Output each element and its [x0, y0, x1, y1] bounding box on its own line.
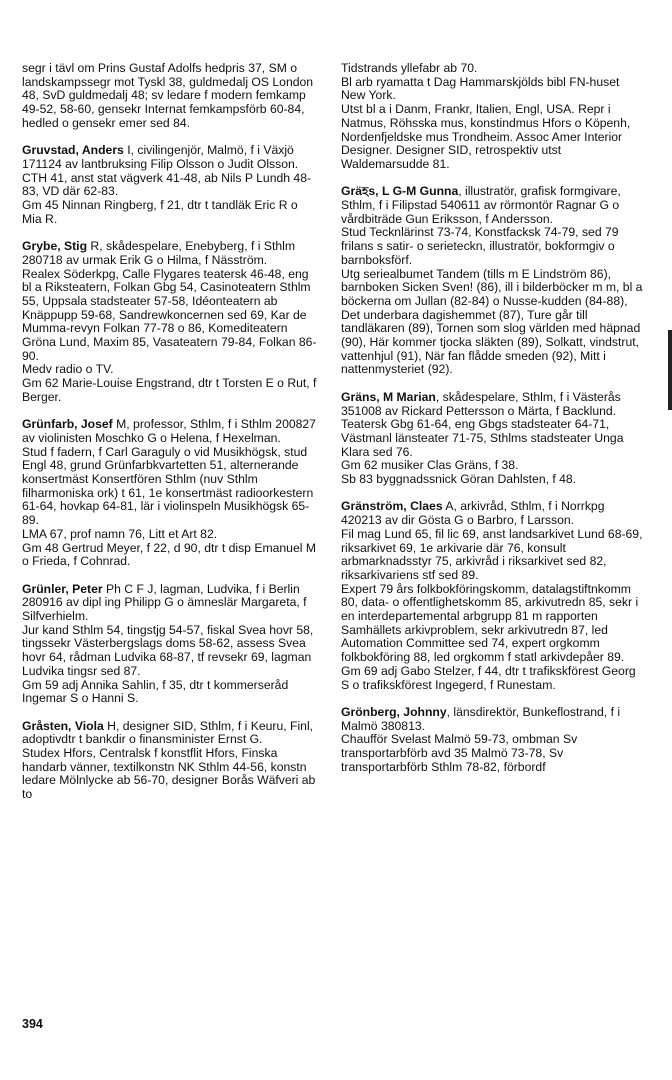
entry-paragraph: LMA 67, prof namn 76, Litt et Art 82.: [22, 526, 218, 541]
entry-gronberg: [341, 706, 645, 775]
entry-intro: R, skådespelare, Enebyberg, f i Sthlm 280718 av urmak Erik G o Hilma, f Näsström.: [22, 239, 295, 267]
entry-grahs: [341, 185, 645, 377]
entry-grunfarb: [22, 418, 320, 569]
entry-gruvstad: [22, 144, 320, 226]
entry-name: Gränström, Claes: [341, 499, 443, 514]
entry-grunler: [22, 583, 320, 706]
entry-paragraph: Gm 45 Ninnan Ringberg, f 21, dtr t tandläk Eric R o Mia R.: [22, 198, 298, 226]
entry-paragraph: Gm 62 Marie-Louise Engstrand, dtr t Torsten E o Rut, f Berger.: [22, 376, 317, 404]
entry-intro: H, designer SID, Sthlm, f i Keuru, Finl, adoptivdtr t bankdir o finansminister Ernst G.: [22, 718, 314, 747]
entry-grasten: [22, 720, 320, 802]
entry-intro: , skådespelare, Sthlm, f i Västerås 351008 av Rickard Pettersson o Märta, f Backlund.: [341, 389, 621, 418]
entry-paragraph: CTH 41, anst stat vägverk 41-48, ab Nils P Lundh 48-83, VD där 62-83.: [22, 170, 312, 199]
entry-paragraph: Stud f fadern, f Carl Garaguly o vid Musikhögsk, stud Engl 48, grund Grünfarbkvartetten 51, alternerande konsertmäst Konsertfören Sthlm (nuv Sthlm filharmoniska ork) t 61, 1e konsertmäst radioorkestern 61-64, hovkap 64-81, lär i violinspeln Musikhögsk 65-89.: [22, 444, 314, 528]
entry-grans: [341, 391, 645, 487]
entry-paragraph: Utg seriealbumet Tandem (tills m E Lindström 86), barnboken Sicken Sven! (86), ill i bilderböcker m m, bl a böckerna om Jullan (82-84) o Nusse-kudden (84-88), Det underbara dagishemmet (87), Ture går till tandläkaren (89), Tornen som slog världen med häpnad (90), Här kommer tjocka släkten (89), Solkatt, vindstrut, vattenhjul (91), När fan flådde smeden (92), Mitt i nattenmysteriet (92).: [341, 266, 643, 377]
entry-paragraph: Gm 69 adj Gabo Stelzer, f 44, dtr t trafikskförest Georg S o trafikskförest Ingegerd, f Runestam.: [341, 663, 636, 692]
entry-intro: I, civilingenjör, Malmö, f i Växjö 171124 av lantbruksing Filip Olsson o Judit Olsson.: [22, 143, 299, 171]
entry-paragraph: Sb 83 byggnadssnick Göran Dahlsten, f 48.: [341, 472, 577, 487]
entry-paragraph: Gm 59 adj Annika Sahlin, f 35, dtr t kommerseråd Ingemar S o Hanni S.: [22, 677, 289, 706]
entry-intro: , illustratör, grafisk formgivare, Sthlm, f i Filipstad 540611 av rörmontör Ragnar G o vårdbiträde Gun Eriksson, f Andersson.: [341, 184, 621, 226]
entry-name: Gräns, M Marian: [341, 389, 436, 404]
right-column: [341, 62, 645, 775]
entry-name: Grünler, Peter: [22, 581, 103, 596]
continuation-paragraph: Tidstrands yllefabr ab 70.: [341, 61, 478, 75]
entry-name: Gråsten, Viola: [22, 718, 104, 733]
entry-grybe: [22, 240, 320, 404]
continuation-paragraph: Bl arb ryamatta t Dag Hammarskjölds bibl FN-huset New York.: [341, 74, 620, 103]
entry-paragraph: Gm 48 Gertrud Meyer, f 22, d 90, dtr t disp Emanuel M o Frieda, f Cohnrad.: [22, 540, 316, 569]
page-number: 394: [22, 1017, 43, 1031]
entry-paragraph: Teatersk Gbg 61-64, eng Gbgs stadsteater 64-71, Västmanl länsteater 71-75, Sthlms stadsteater Unga Klara sed 76.: [341, 417, 624, 459]
entry-name: Gruvstad, Anders: [22, 143, 124, 158]
entry-intro: A, arkivråd, Sthlm, f i Norrkpg 420213 av dir Gösta G o Barbro, f Larsson.: [341, 499, 605, 528]
entry-paragraph: Realex Söderkpg, Calle Flygares teatersk 46-48, eng bl a Riksteatern, Folkan Gbg 54, Casinoteatern Sthlm 55, Uppsala stadsteater 57-58, Idéonteatern ab Knäppupp 59-68, Sandrewkoncernen sed 69, Kar de Mumma-revyn Folkan 77-78 o 86, Komediteatern Gröna Lund, Maxim 85, Vasateatern 79-84, Folkan 86-90.: [22, 266, 317, 363]
entry-granstrom: [341, 500, 645, 692]
continuation-paragraph: segr i tävl om Prins Gustaf Adolfs hedpris 37, SM o landskampssegr mot Tyskl 38, guldmedalj OS London 48, SvD guldmedalj 48; sv ledare f modern femkamp 49-52, 58-60, gensekr Internat femkampsförb 60-84, hedled o gensekr emer sed 84.: [22, 61, 314, 130]
entry-paragraph: Fil mag Lund 65, fil lic 69, anst landsarkivet Lund 68-69, riksarkivet 69, 1e arkivarie där 76, konsult arbmarknadsstyr 75, arkivråd i riksarkivet sed 82, riksarkivariens stf sed 89.: [341, 526, 643, 582]
page-edge-mark: [668, 330, 672, 410]
entry-paragraph: Stud Tecknlärinst 73-74, Konstfacksk 74-79, sed 79 frilans s satir- o serieteckn, illustratör, bokformgiv o barnboksförf.: [341, 225, 619, 267]
entry-name: Gräহs, L G-M Gunna: [341, 184, 459, 199]
entry-intro: , länsdirektör, Bunkeflostrand, f i Malmö 380813.: [341, 704, 621, 733]
entry-paragraph: Gm 62 musiker Clas Gräns, f 38.: [341, 458, 519, 473]
left-column: [22, 62, 320, 802]
entry-intro: Ph C F J, lagman, Ludvika, f i Berlin 280916 av dipl ing Philipp G o ämneslär Margareta, f Silfverhielm.: [22, 581, 307, 624]
entry-name: Grünfarb, Josef: [22, 417, 113, 432]
entry-paragraph: Jur kand Sthlm 54, tingstjg 54-57, fiskal Svea hovr 58, tingssekr Västerbergslags doms 58-62, assess Svea hovr 64, rådman Ludvika 68-87, tf revsekr 69, lagman Ludvika tingsr sed 87.: [22, 622, 314, 678]
entry-intro: M, professor, Sthlm, f i Sthlm 200827 av violinisten Moschko G o Helena, f Hexelman.: [22, 417, 316, 445]
entry-paragraph: Medv radio o TV.: [22, 362, 114, 377]
entry-paragraph: Expert 79 års folkbokföringskomm, datalagstiftnkomm 80, data- o offentlighetskomm 85, arkivutredn 85, sekr i en interdepartemental arbgrupp 81 m rapporten Samhällets arkivproblem, sekr arkivutredn 87, led Automation Committee sed 74, expert orgkomm folkbokföring 88, led orgkomm f statl arkivdepåer 89.: [341, 581, 639, 665]
entry-name: Grybe, Stig: [22, 239, 88, 254]
entry-name: Grönberg, Johnny: [341, 704, 447, 719]
continuation-paragraph: Utst bl a i Danm, Frankr, Italien, Engl, USA. Repr i Natmus, Röhsska mus, konstindmus Hfors o Köpenh, Nordenfjeldske mus Trondheim. Assoc Amer Interior Designer. Designer SID, retrospektiv utst Waldemarsudde 81.: [341, 102, 631, 171]
entry-paragraph: Studex Hfors, Centralsk f konstflit Hfors, Finska handarb vänner, textilkonstn NK Sthlm 44-56, konstn ledare Mölnlycke ab 56-70, designer Borås Wäfveri ab to: [22, 746, 316, 802]
entry-paragraph: Chaufför Svelast Malmö 59-73, ombman Sv transportarbförb avd 35 Malmö 73-78, Sv transportarbförb Sthlm 78-82, förbordf: [341, 732, 578, 774]
